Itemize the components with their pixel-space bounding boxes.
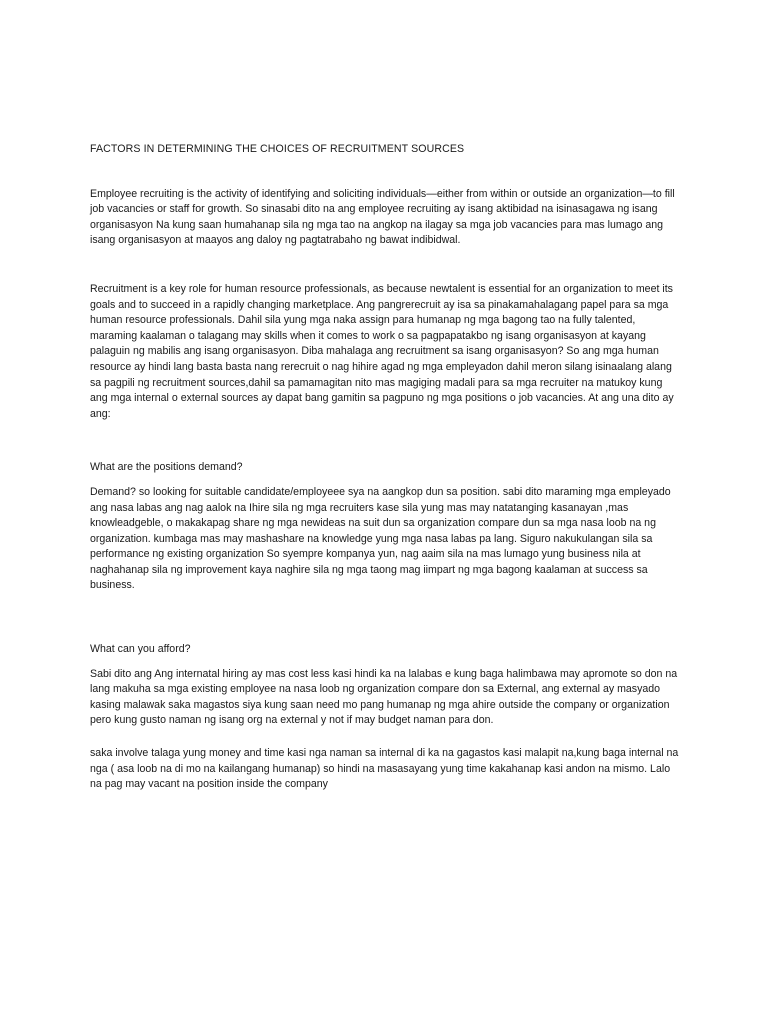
recruitment-paragraph: Recruitment is a key role for human resource professionals, as because newtalent is essential for an organization to meet its goals and to succeed in a rapidly changing marketplace. Ang pangrerecruit ay isa sa pinakamahalagang papel para sa mga human resource professionals. Dahil sila yung mga naka assign para humanap ng mga bagong tao na fully talented, maraming kaalaman o talagang may skills when it comes to work o sa pagpapatakbo ng isang organisasyon at kayang palaguin ng mabilis ang isang organisasyon. Diba mahalaga ang recruitment sa isang organisasyon? So ang mga human resource ay hindi lang basta basta nang rerecruit o nag hihire agad ng mga empleyadon dahil meron silang isinaalang alang sa pagpili ng recruitment sources,dahil sa pamamagitan nito mas magiging madali para sa mga recruiter na matukoy kung ang mga internal o external sources ay dapat bang gamitin sa pagpuno ng mga positions o job vacancies. At ang una dito ay ang: [90,282,674,420]
afford-paragraph-2: saka involve talaga yung money and time kasi nga naman sa internal di ka na gagastos kasi malapit na,kung baga internal na nga ( asa loob na di mo na kailangang humanap) so hindi na masasayang yung time kakahanap kasi andon na mismo. Lalo na pag may vacant na position inside the company [90,747,679,791]
document-page [90,142,680,793]
document-title: FACTORS IN DETERMINING THE CHOICES OF RECRUITMENT SOURCES [90,143,465,155]
intro-paragraph: Employee recruiting is the activity of identifying and soliciting individuals—either from within or outside an organization—to fill job vacancies or staff for growth. So sinasabi dito na ang employee recruiting ay isang aktibidad na isinasagawa ng isang organisasyon Na kung saan humahanap sila ng mga tao na angkop na ilagay sa mga job vacancies para mas lumago ang isang organisasyon at maayos ang daloy ng pagtatrabaho ng bawat indibidwal. [90,187,675,247]
section-heading-positions-demand: What are the positions demand? [90,461,243,474]
positions-demand-paragraph: Demand? so looking for suitable candidate/employeee sya na aangkop dun sa position. sabi dito maraming mga empleyado ang nasa labas ang nag aalok na Ihire sila ng mga recruiters kase sila yung mas may natatanging kasanayan ,mas knowleadgeble, o makakapag share ng mga newideas na suit dun sa organization compare dun sa mga nasa loob na ng organization. kumbaga mas may mashashare na knowledge yung mga nasa labas pa lang. Siguro nakukulangan sila sa performance ng existing organization So syempre kompanya yun, nag aaim sila na mas lumago yung business nila at naghahanap sila ng improvement kaya naghire sila ng mga taong mag iimpart ng mga bagong kaalaman at success sa business. [90,485,671,592]
section-heading-afford: What can you afford? [90,643,191,656]
afford-paragraph-1: Sabi dito ang Ang internatal hiring ay mas cost less kasi hindi ka na lalabas e kung baga halimbawa may apromote so don na lang makuha sa mga existing employee na nasa loob ng organization compare don sa External, ang external ay masyado kasing malawak saka magastos siya kung saan need mo pang humanap ng mga ahire outside the company or organization pero kung gusto naman ng isang org na external y not if may budget naman para don. [90,667,678,727]
